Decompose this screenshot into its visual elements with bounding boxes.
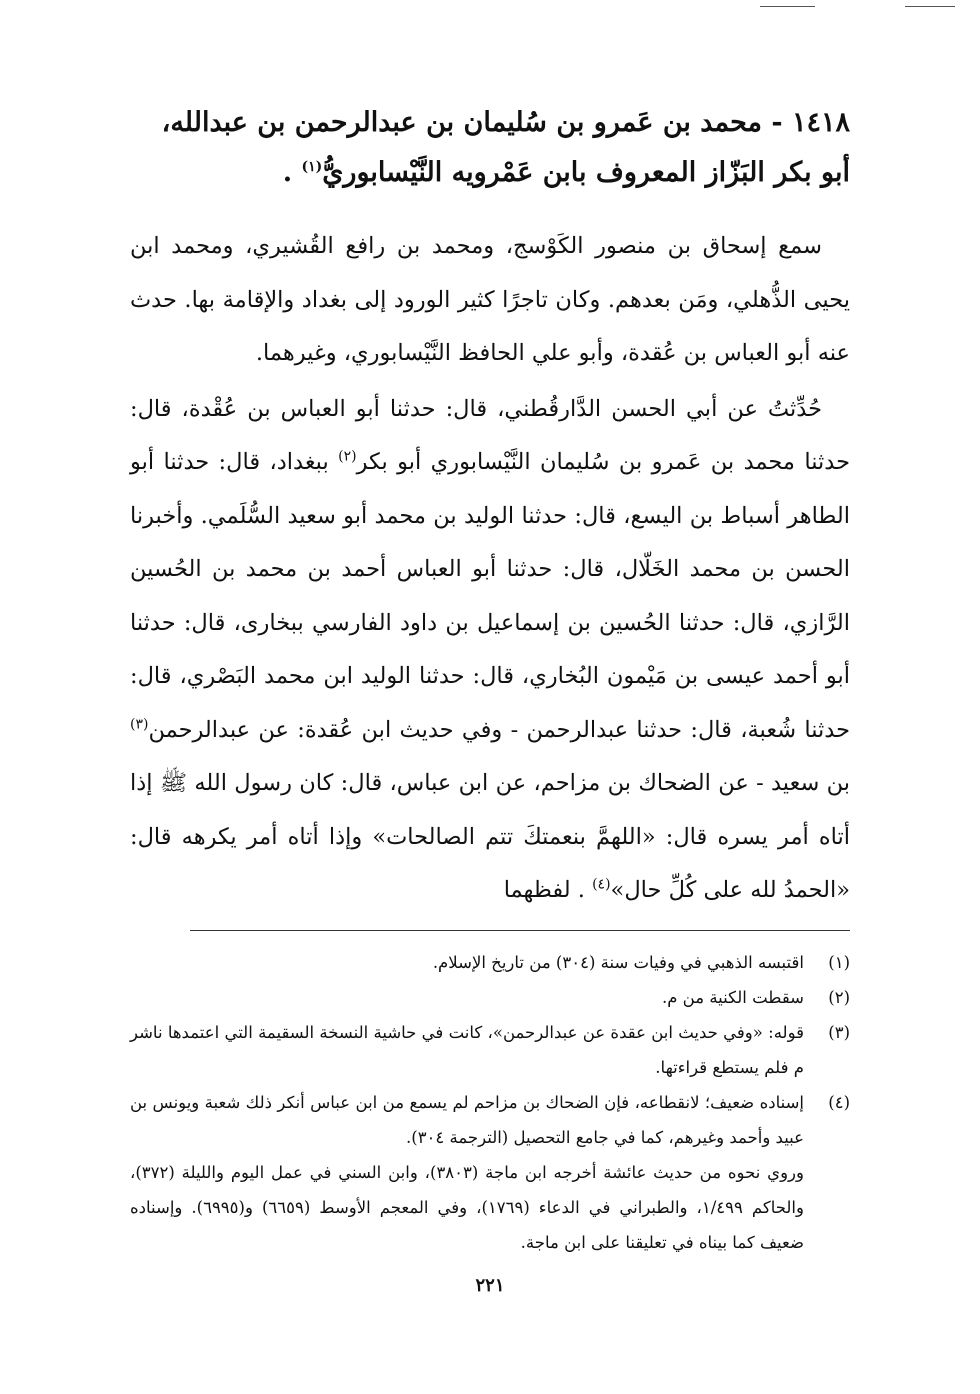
footnote-text: إسناده ضعيف؛ لانقطاعه، فإن الضحاك بن مزاحم لم يسمع من ابن عباس أنكر ذلك شعبة ويونس بن عبيد وأحمد وغيرهم، كما في جامع التحصيل (الترجمة ٣٠٤). bbox=[130, 1092, 804, 1147]
paragraph-hadith bbox=[130, 383, 850, 918]
footnote-ref-3: (٣) bbox=[130, 716, 149, 732]
hadith-text-d: . لفظهما bbox=[503, 877, 593, 903]
footnote-4-continuation: وروي نحوه من حديث عائشة أخرجه ابن ماجة (٣٨٠٣)، وابن السني في عمل اليوم والليلة (٣٧٢)، والحاكم ١/٤٩٩، والطبراني في الدعاء (١٧٦٩)، وفي المعجم الأوسط (٦٦٥٩) و(٦٩٩٥). وإسناده ضعيف كما بيناه في تعليقنا على ابن ماجة. bbox=[130, 1162, 804, 1252]
hadith-text-b: ببغداد، قال: حدثنا أبو الطاهر أسباط بن اليسع، قال: حدثنا الوليد بن محمد أبو سعيد السُّلَمي. وأخبرنا الحسن بن محمد الخَلّال، قال: حدثنا أبو العباس أحمد بن محمد بن الحُسين الرَّازي، قال: حدثنا الحُسين بن إسماعيل بن داود الفارسي ببخارى، قال: حدثنا أبو أحمد عيسى بن مَيْمون البُخاري، قال: حدثنا الوليد ابن محمد البَصْري، قال: حدثنا شُعبة، قال: حدثنا عبدالرحمن - وفي حديث ابن عُقدة: عن عبدالرحمن bbox=[130, 449, 850, 743]
top-rule-right bbox=[905, 6, 955, 7]
footnote-ref-1: (١) bbox=[301, 159, 323, 175]
page-content bbox=[130, 98, 850, 1260]
footnote-ref-2: (٢) bbox=[338, 448, 357, 465]
heading-end: . bbox=[282, 157, 302, 188]
heading-line-1: ١٤١٨ - محمد بن عَمرو بن سُليمان بن عبدالرحمن بن عبدالله، bbox=[161, 107, 850, 138]
footnote-number: (٢) bbox=[828, 987, 850, 1007]
top-rule-left bbox=[760, 6, 815, 7]
footnote-1 bbox=[130, 945, 850, 980]
hadith-text-c: بن سعيد - عن الضحاك بن مزاحم، عن ابن عباس، قال: كان رسول الله ﷺ إذا أتاه أمر يسره قال: «اللهمَّ بنعمتكَ تتم الصالحات» وإذا أتاه أمر يكرهه قال: «الحمدُ لله على كُلِّ حال» bbox=[130, 770, 850, 903]
page-number: ٢٢١ bbox=[475, 1275, 505, 1296]
footnote-separator bbox=[190, 930, 850, 931]
heading-line-2 bbox=[130, 148, 850, 198]
footnote-3 bbox=[130, 1015, 850, 1085]
footnote-4 bbox=[130, 1085, 850, 1155]
footnote-ref-4: (٤) bbox=[592, 876, 611, 893]
footnote-number: (١) bbox=[828, 952, 850, 972]
footnote-text: اقتبسه الذهبي في وفيات سنة (٣٠٤) من تاريخ الإسلام. bbox=[432, 952, 804, 972]
footnote-number: (٣) bbox=[828, 1022, 850, 1042]
footnote-text: سقطت الكنية من م. bbox=[661, 987, 804, 1007]
paragraph-biography: سمع إسحاق بن منصور الكَوْسج، ومحمد بن رافع القُشيري، ومحمد ابن يحيى الذُّهلي، ومَن بعدهم. وكان تاجرًا كثير الورود إلى بغداد والإقامة بها. حدث عنه أبو العباس بن عُقدة، وأبو علي الحافظ النَّيْسابوري، وغيرهما. bbox=[130, 233, 850, 366]
footnote-2 bbox=[130, 980, 850, 1015]
heading-line-2-text: أبو بكر البَزّاز المعروف بابن عَمْرويه النَّيْسابوريُّ bbox=[322, 157, 850, 188]
footnote-text: قوله: «وفي حديث ابن عقدة عن عبدالرحمن»، كانت في حاشية النسخة السقيمة التي اعتمدها ناشر م فلم يستطع قراءتها. bbox=[130, 1022, 804, 1077]
hadith-text-a: حُدِّثتُ عن أبي الحسن الدَّارقُطني، قال: حدثنا أبو العباس بن عُقْدة، قال: حدثنا محمد بن عَمرو بن سُليمان النَّيْسابوري أبو بكر bbox=[130, 395, 850, 475]
entry-heading bbox=[130, 98, 850, 198]
footnote-number: (٤) bbox=[828, 1092, 850, 1112]
